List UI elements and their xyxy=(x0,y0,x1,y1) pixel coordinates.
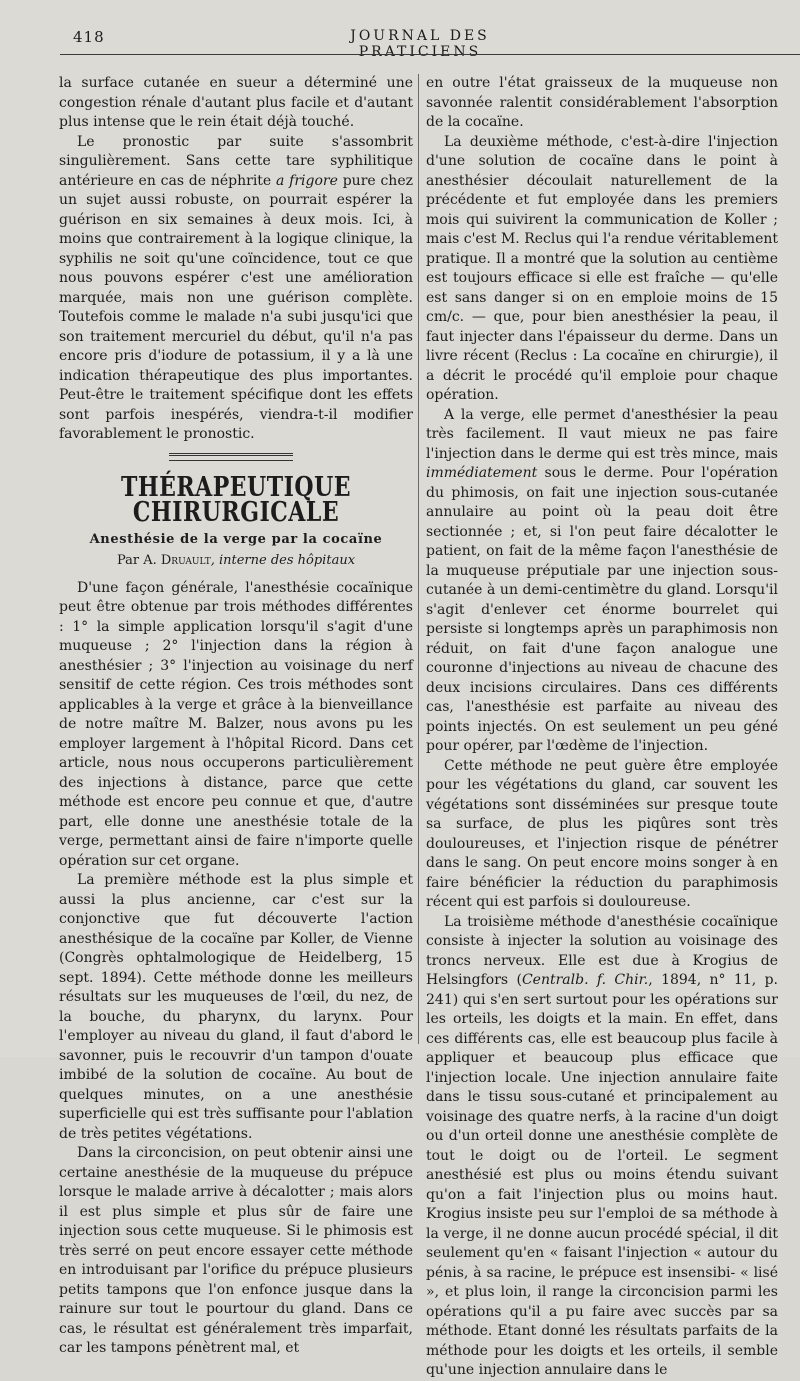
text-span: pure chez un sujet aussi robuste, on pourrait espérer la guérison en six semaines à deux mois. Ici, à moins que contrairement à la logique clinique, la syphilis ne soit qu'une coïncidence, tout ce que nous pouvons espérer c'est une amélioration marquée, mais non une guérison complète. Toutefois comme le malade n'a subi jusqu'ici que son traitement mercuriel du début, qu'il n'a pas encore pris d'iodure de potassium, il y a là une indication thérapeutique des plus importantes. Peut-être le traitement spécifique dont les effets sont parfois inespérés, viendra-t-il modifier favorablement le pronostic. xyxy=(59,172,413,442)
author-role: , interne des hôpitaux xyxy=(210,553,356,568)
paragraph xyxy=(426,913,778,1381)
author-name: Druault xyxy=(160,553,211,568)
paragraph: La première méthode est la plus simple et aussi la plus ancienne, car c'est sur la conjonctive que fut découverte l'action anesthésique de la cocaïne par Koller, de Vienne (Congrès ophtalmologique de Heidelberg, 15 sept. 1894). Cette méthode donne les meilleurs résultats sur les muqueuses de l'œil, du nez, de la bouche, du pharynx, du larynx. Pour l'employer au niveau du gland, il faut d'abord le savonner, puis le recouvrir d'un tampon d'ouate imbibé de la solution de cocaïne. Au bout de quelques minutes, on a une anesthésie superficielle qui est très suffisante pour l'ablation de très petites végétations. xyxy=(59,872,413,1142)
column-divider xyxy=(418,74,419,1044)
left-column xyxy=(59,74,413,1359)
byline xyxy=(59,551,413,571)
text-span: Le pronostic par suite s'assombrit singulièrement. Sans cette tare syphilitique antérieure en cas de néphrite xyxy=(59,133,413,189)
paragraph xyxy=(59,133,413,445)
text-span: La troisième méthode d'anesthésie cocaïnique consiste à injecter la solution au voisinage des troncs nerveux. Elle est due à Krogius de Helsingfors ( xyxy=(426,913,778,988)
right-column xyxy=(426,74,778,1381)
paragraph: Dans la circoncision, on peut obtenir ainsi une certaine anesthésie de la muqueuse du prépuce lorsque le malade arrive à décalotter ; mais alors il est plus simple et plus sûr de faire une injection sous cette muqueuse. Si le phimosis est très serré on peut encore essayer cette méthode en introduisant par l'orifice du prépuce plusieurs petits tampons que l'on enfonce jusque dans la rainure sur tout le pourtour du gland. Dans ce cas, le résultat est généralement très imparfait, car les tampons pénètrent mal, et xyxy=(59,1145,413,1356)
paragraph: D'une façon générale, l'anesthésie cocaïnique peut être obtenue par trois méthodes différentes : 1° la simple application lorsqu'il s'agit d'une muqueuse ; 2° l'injection dans la région à anesthésier ; 3° l'injection au voisinage du nerf sensitif de cette région. Ces trois méthodes sont applicables à la verge et grâce à la bienveillance de notre maître M. Balzer, nous avons pu les employer largement à l'hôpital Ricord. Dans cet article, nous nous occuperons particulièrement des injections à distance, parce que cette méthode est encore peu connue et que, d'autre part, elle donne une anesthésie totale de la verge, permettant ainsi de faire n'importe quelle opération sur cet organe. xyxy=(59,579,413,869)
paragraph xyxy=(426,406,778,757)
paragraph: la surface cutanée en sueur a déterminé une congestion rénale d'autant plus facile et d'autant plus intense que le rein était déjà touché. xyxy=(59,75,413,130)
byline-prefix: Par A. xyxy=(116,553,161,568)
section-divider xyxy=(169,453,293,461)
page-number: 418 xyxy=(73,28,105,46)
journal-title: JOURNAL DES PRATICIENS xyxy=(350,28,490,60)
text-span: A la verge, elle permet d'anesthésier la peau très facilement. Il vaut mieux ne pas faire l'injection dans le derme qui est très mince, mais xyxy=(426,406,778,462)
article-title: Anesthésie de la verge par la cocaïne xyxy=(89,531,383,547)
paragraph: Cette méthode ne peut guère être employée pour les végétations du gland, car souvent les végétations sont disséminées sur presque toute sa surface, de plus les piqûres sont très douloureuses, et l'injection risque de pénétrer dans le sang. On peut encore moins songer à en faire bénéficier la réduction du paraphimosis récent qui est parfois si douloureuse. xyxy=(426,757,778,910)
text-span: , 1894, n° 11, p. 241) qui s'en sert surtout pour les opérations sur les orteils, les doigts et la main. En effet, dans ces différents cas, elle est beaucoup plus facile à appliquer et beaucoup plus efficace que l'injection locale. Une injection annulaire faite dans le tissu sous-cutané et principalement au voisinage des quatre nerfs, à la racine d'un doigt ou d'un orteil donne une anesthésie complète de tout le doigt ou de l'orteil. Le segment anesthésié est plus ou moins étendu suivant qu'on a fait l'injection plus ou moins haut. Krogius insiste peu sur l'emploi de sa méthode à la verge, il ne donne aucun procédé spécial, il dit seulement qu'en « faisant l'injection « autour du pénis, à sa racine, le prépuce est insensibi- « lisé », et plus loin, il range la circoncision parmi les opérations qu'il a pu faire avec succès par sa méthode. Etant donné les résultats parfaits de la méthode pour les doigts et les orteils, il semble qu'une injection annulaire dans le xyxy=(426,972,778,1378)
italic-text: a frigore xyxy=(276,172,338,189)
paragraph: La deuxième méthode, c'est-à-dire l'injection d'une solution de cocaïne dans le point à anesthésier découlait naturellement de la précédente et fut employée dans les premiers mois qui suivirent la communication de Koller ; mais c'est M. Reclus qui l'a rendue véritablement pratique. Il a montré que la solution au centième est toujours efficace si elle est fraîche — qu'elle est sans danger si on en emploie moins de 15 cm/c. — que, pour bien anesthésier la peau, il faut injecter dans l'épaisseur du derme. Dans un livre récent (Reclus : La cocaïne en chirurgie), il a décrit le procédé qu'il emploie pour chaque opération. xyxy=(426,133,779,403)
text-span: sous le derme. Pour l'opération du phimosis, on fait une injection sous-cutanée annulaire au point où la peau doit être sectionnée ; et, si l'on peut faire décalotter le patient, on fait de la même façon l'anesthésie de la muqueuse préputiale par une injection sous-cutanée à un demi-centimètre du gland. Lorsqu'il s'agit d'enlever cet énorme bourrelet qui persiste si longtemps après un paraphimosis non réduit, on fait d'une façon analogue une couronne d'injections au niveau de chacune des deux incisions circulaires. Dans ces différents cas, l'anesthésie est parfaite au niveau des points injectés. On est seulement un peu géné pour opérer, par l'œdème de l'injection. xyxy=(426,465,778,754)
section-title: THÉRAPEUTIQUE CHIRURGICALE xyxy=(120,470,352,528)
italic-text: immédiatement xyxy=(426,465,538,481)
page-header xyxy=(0,28,800,60)
header-rule xyxy=(60,54,800,55)
italic-text: Centralb. f. Chir. xyxy=(521,972,649,988)
paragraph: en outre l'état graisseux de la muqueuse non savonnée ralentit considérablement l'absorption de la cocaïne. xyxy=(426,75,778,130)
